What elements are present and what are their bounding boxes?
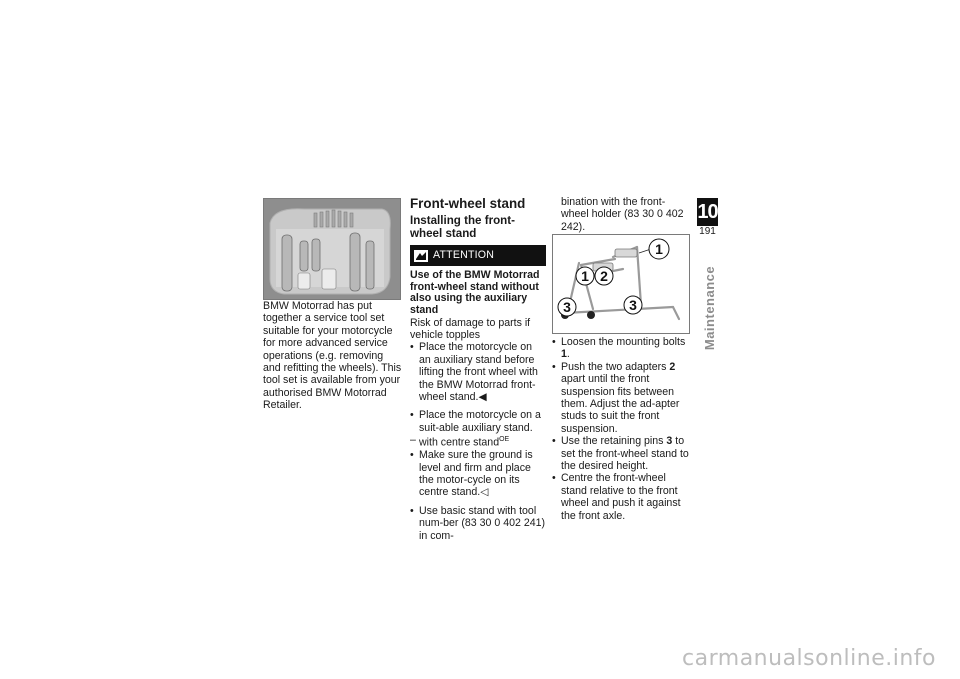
attention-label: ATTENTION	[433, 249, 495, 262]
diagram-callout-3b: 3	[629, 297, 637, 313]
diagram-callout-3: 3	[563, 299, 571, 315]
list-item: • Make sure the ground is level and firm and place the motor-cycle on its centre stand.◁	[410, 449, 546, 499]
middle-column	[410, 196, 546, 542]
diagram-callout-2: 2	[600, 268, 608, 284]
manual-warning-icon	[414, 250, 428, 262]
procedure-list-2	[410, 449, 546, 499]
continuation-text: bination with the front-wheel holder (83 30 0 402 242).	[561, 196, 684, 233]
section-heading: Front-wheel stand	[410, 196, 526, 211]
tool-set-caption: BMW Motorrad has put together a service tool set suitable for your motorcycle for more advanced service operations (e.g. removing and refitting the wheels). This tool set is available from your authorised BMW Motorrad Retailer.	[263, 300, 402, 412]
ref-3: 3	[666, 435, 673, 448]
diagram-callout-1b: 1	[581, 268, 589, 284]
procedure-list-3	[410, 505, 546, 542]
subsection-heading: Installing the front-wheel stand	[410, 214, 515, 240]
stand-illustration	[553, 235, 689, 333]
list-item: • Centre the front-wheel stand relative to the front wheel and push it against the front axle.	[552, 472, 692, 522]
right-column-continuation	[552, 196, 690, 233]
warning-text: Risk of damage to parts if vehicle topples	[410, 316, 531, 341]
ref-2: 2	[669, 360, 676, 373]
tool-set-illustration	[264, 199, 400, 299]
list-item: • Place the motorcycle on a suit-able auxiliary stand.	[410, 409, 546, 434]
list-item: • Use basic stand with tool num-ber (83 30 0 402 241) in com-	[410, 505, 546, 542]
procedure-list	[410, 409, 546, 434]
site-watermark: carmanualsonline.info	[682, 646, 936, 671]
oe-mark: OE	[499, 436, 510, 444]
steps-list	[552, 336, 692, 522]
centre-stand-option: – with centre stand$^{OE}$	[410, 434, 546, 449]
tool-set-photo	[263, 198, 401, 300]
ref-1: 1	[561, 348, 567, 361]
list-item: • Place the motorcycle on an auxiliary stand before lifting the front wheel with the BMW Motorrad front-wheel stand.◀	[410, 341, 546, 403]
right-column-steps	[552, 336, 692, 522]
list-item: • Loosen the mounting bolts 1.	[552, 336, 692, 361]
chapter-number: 10	[697, 198, 718, 226]
end-marker: ◀	[478, 391, 487, 403]
front-wheel-stand-diagram	[552, 234, 690, 334]
warning-list	[410, 341, 546, 403]
page-number: 191	[699, 226, 716, 237]
attention-banner	[410, 245, 546, 266]
diagram-callout-1: 1	[655, 241, 663, 257]
list-item: • Push the two adapters 2 apart until the front suspension fits between them. Adjust the ad-apter studs to suit the front suspension.	[552, 361, 692, 435]
list-item: • Use the retaining pins 3 to set the front-wheel stand to the desired height.	[552, 435, 692, 472]
warning-title: Use of the BMW Motorrad front-wheel stand without also using the auxiliary stand	[410, 269, 540, 316]
section-side-label: Maintenance	[702, 265, 717, 351]
end-marker-open: ◁	[480, 486, 489, 499]
